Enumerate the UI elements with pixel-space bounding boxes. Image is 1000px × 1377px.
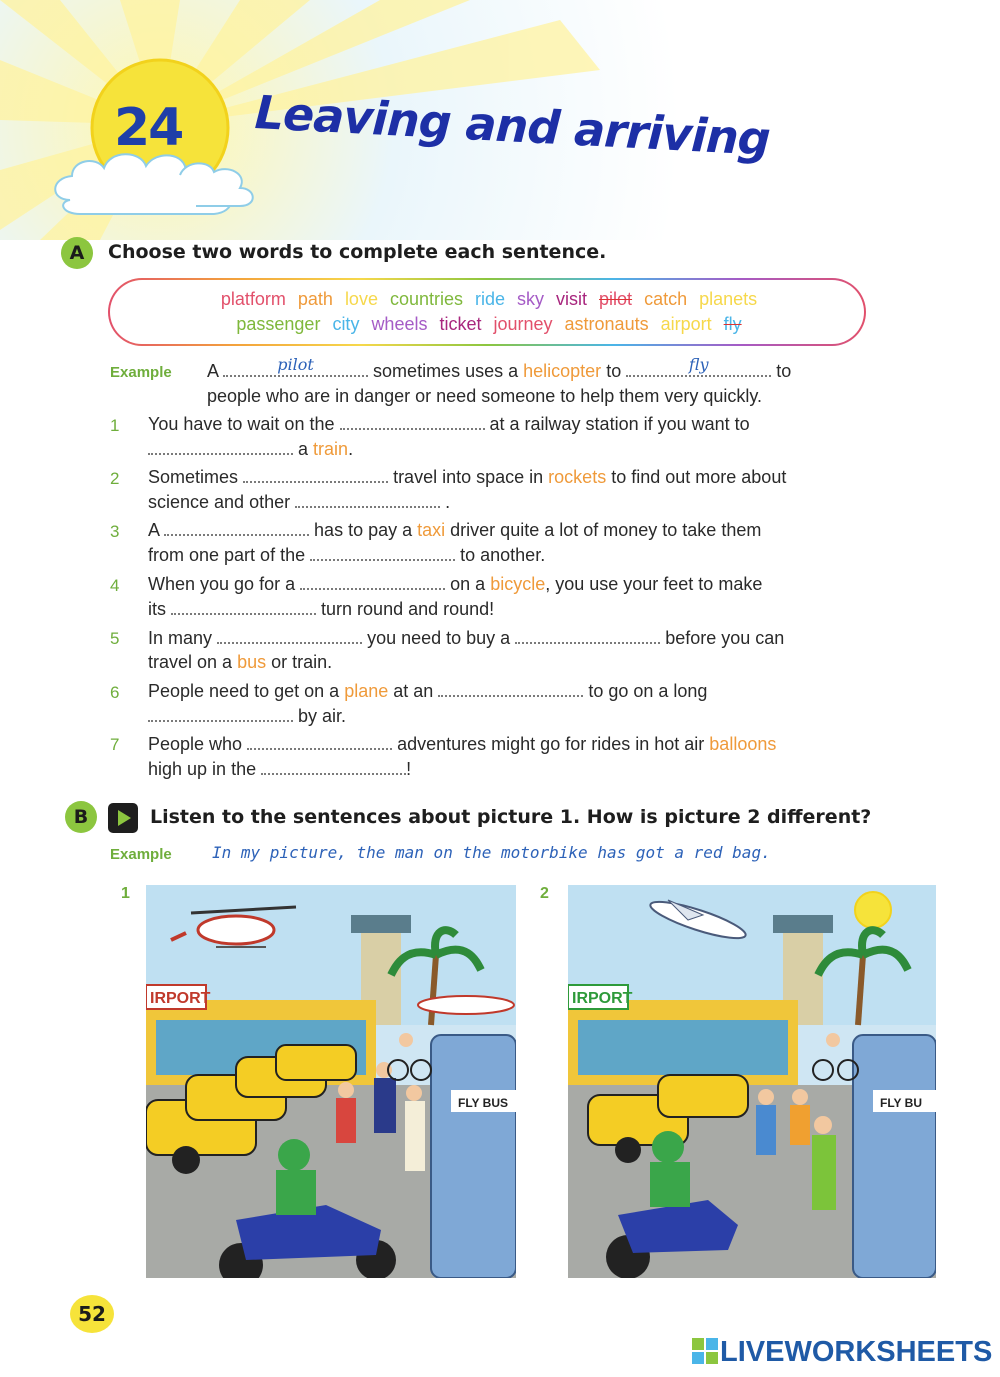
word-wheels: wheels — [371, 314, 428, 334]
picture-1-number: 1 — [121, 885, 130, 902]
section-a-badge: A — [61, 237, 93, 269]
brand-logo — [692, 1336, 992, 1369]
word-love: love — [344, 289, 378, 309]
word-planets: planets — [699, 289, 758, 309]
answer-blank[interactable] — [438, 683, 583, 697]
word-countries: countries — [389, 289, 464, 309]
word-ride: ride — [475, 289, 506, 309]
word-catch: catch — [644, 289, 688, 309]
word-sky: sky — [517, 289, 545, 309]
picture-2-airport-scene — [568, 885, 936, 1278]
svg-text:FLY BUS: FLY BUS — [458, 1096, 509, 1110]
section-b-instruction: Listen to the sentences about picture 1. How is picture 2 different? — [150, 806, 872, 828]
audio-play-icon[interactable] — [108, 803, 138, 833]
question-2-line-1: Sometimes travel into space in rockets to find out more about — [148, 467, 787, 487]
question-7-line-2: high up in the ! — [148, 759, 412, 779]
example-label: Example — [110, 364, 172, 381]
example-line-2: people who are in danger or need someone to help them very quickly. — [207, 386, 763, 406]
example-line-1: A pilot sometimes uses a helicopter to fly to — [207, 355, 792, 381]
svg-text:IRPORT: IRPORT — [572, 990, 633, 1007]
picture-1-airport-scene — [146, 885, 516, 1278]
word-path: path — [297, 289, 333, 309]
section-b-example-sentence: In my picture, the man on the motorbike has got a red bag. — [212, 843, 771, 862]
question-number: 5 — [110, 629, 120, 648]
section-a-instruction: Choose two words to complete each sentence. — [108, 241, 607, 263]
section-b-example-label: Example — [110, 846, 172, 863]
word-platform: platform — [220, 289, 286, 309]
answer-blank[interactable] — [217, 630, 362, 644]
question-number: 2 — [110, 469, 120, 488]
example-blank-1: pilot — [223, 363, 368, 377]
answer-blank[interactable] — [148, 441, 293, 455]
question-4-line-1: When you go for a on a bicycle, you use your feet to make — [148, 574, 763, 594]
question-4-line-2: its turn round and round! — [148, 599, 495, 619]
question-6-line-2: by air. — [148, 706, 346, 727]
question-5-line-2: travel on a bus or train. — [148, 652, 333, 672]
answer-blank[interactable] — [300, 576, 445, 590]
question-5-line-1: In many you need to buy a before you can — [148, 628, 785, 648]
answer-blank[interactable] — [247, 736, 392, 750]
question-6-line-1: People need to get on a plane at an to go on a long — [148, 681, 708, 701]
question-number: 6 — [110, 683, 120, 702]
word-airport: airport — [660, 314, 712, 334]
answer-blank[interactable] — [295, 494, 440, 508]
question-3-line-2: from one part of the to another. — [148, 545, 546, 565]
question-3-line-1: A has to pay a taxi driver quite a lot of money to take them — [148, 520, 762, 540]
answer-blank[interactable] — [515, 630, 660, 644]
page-number: 52 — [70, 1295, 114, 1333]
question-1-line-2: a train. — [148, 439, 353, 460]
page-title: Leaving and arriving — [253, 85, 772, 166]
word-pilot-crossed: pilot — [599, 289, 633, 309]
svg-text:IRPORT: IRPORT — [150, 990, 211, 1007]
word-fly-crossed: fly — [723, 314, 742, 334]
brand-name: LIVEWORKSHEETS — [720, 1336, 993, 1368]
example-blank-2: fly — [626, 363, 771, 377]
question-number: 3 — [110, 522, 120, 541]
word-bank-row-1 — [110, 289, 868, 310]
answer-blank[interactable] — [171, 601, 316, 615]
word-passenger: passenger — [236, 314, 321, 334]
word-bank-row-2 — [110, 314, 868, 335]
word-ticket: ticket — [439, 314, 482, 334]
picture-2-number: 2 — [540, 885, 549, 902]
word-visit: visit — [556, 289, 588, 309]
section-b-badge: B — [65, 801, 97, 833]
answer-blank[interactable] — [148, 708, 293, 722]
word-astronauts: astronauts — [564, 314, 649, 334]
answer-blank[interactable] — [164, 522, 309, 536]
question-7-line-1: People who adventures might go for rides in hot air balloons — [148, 734, 777, 754]
question-2-line-2: science and other . — [148, 492, 451, 512]
word-bank — [108, 278, 866, 346]
question-number: 1 — [110, 416, 120, 435]
unit-number: 24 — [114, 98, 183, 158]
question-number: 7 — [110, 735, 120, 754]
question-number: 4 — [110, 576, 120, 595]
liveworksheets-logo-icon — [692, 1338, 718, 1364]
question-1-line-1: You have to wait on the at a railway station if you want to — [148, 414, 750, 434]
answer-blank[interactable] — [340, 416, 485, 430]
answer-blank[interactable] — [243, 469, 388, 483]
word-city: city — [332, 314, 360, 334]
word-journey: journey — [493, 314, 553, 334]
answer-blank[interactable] — [261, 761, 406, 775]
answer-blank[interactable] — [310, 547, 455, 561]
svg-text:FLY BU: FLY BU — [880, 1096, 923, 1110]
